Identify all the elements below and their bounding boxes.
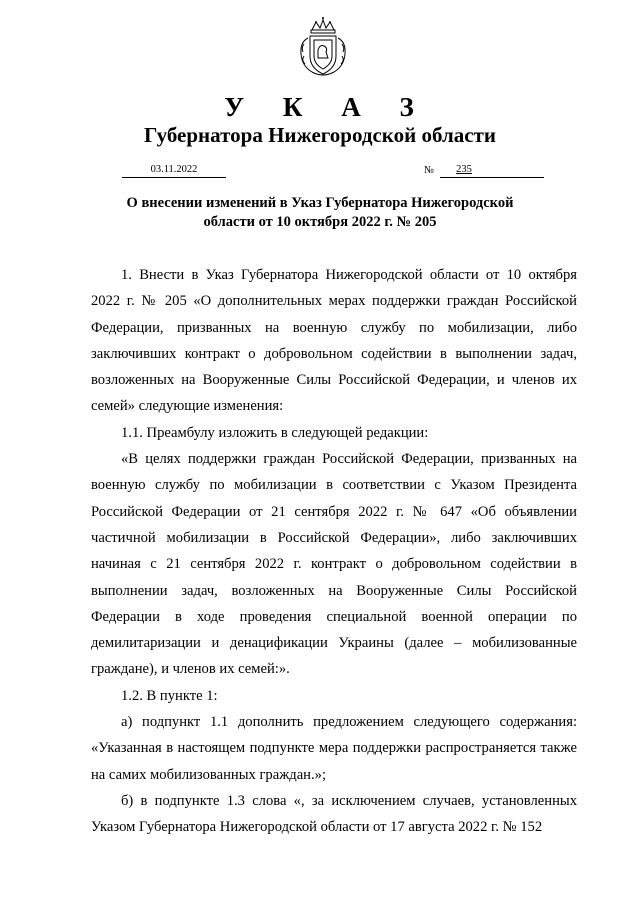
paragraph: «В целях поддержки граждан Российской Федерации, призванных на военную службу по мобилизации в соответствии с Указом Президента Российской Федерации от 21 сентября 2022 г. № 647 «Об объявлении частичной мобилизации в Российской Федерации», либо заключивших начиная с 21 сентября 2022 г. контракт о добровольном содействии в выполнении задач, возложенных на Вооруженные Силы Российской Федерации в ходе проведения специальной военной операции по демилитаризации и денацификации Украины (далее – мобилизованные граждане), и членов их семей:». bbox=[91, 451, 577, 678]
number-sign: № bbox=[424, 165, 435, 176]
coat-of-arms-emblem bbox=[298, 16, 348, 80]
document-date: 03.11.2022 bbox=[122, 163, 226, 178]
document-number: 235 bbox=[456, 164, 472, 175]
document-number-field bbox=[440, 163, 544, 178]
paragraph: 1. Внести в Указ Губернатора Нижегородской области от 10 октября 2022 г. № 205 «О дополнительных мерах поддержки граждан Российской Федерации, призванных на военную службу по мобилизации, либо заключивших контракт о добровольном содействии в выполнении задач, возложенных на Вооруженные Силы Российской Федерации, и членов их семей» следующие изменения: bbox=[91, 267, 577, 415]
document-body bbox=[91, 262, 577, 841]
paragraph: а) подпункт 1.1 дополнить предложением следующего содержания: «Указанная в настоящем подпункте мера поддержки распространяется также на самих мобилизованных граждан.»; bbox=[91, 714, 577, 783]
issuing-authority: Губернатора Нижегородской области bbox=[144, 123, 496, 147]
paragraph: б) в подпункте 1.3 слова «, за исключением случаев, установленных Указом Губернатора Нижегородской области от 17 августа 2022 г. № 152 bbox=[91, 792, 577, 836]
document-title: О внесении изменений в Указ Губернатора Нижегородской области от 10 октября 2022 г. № 205 bbox=[126, 195, 514, 230]
document-type-heading: У К А З bbox=[224, 92, 430, 122]
paragraph: 1.1. Преамбулу изложить в следующей редакции: bbox=[121, 424, 429, 441]
paragraph: 1.2. В пункте 1: bbox=[121, 687, 218, 704]
